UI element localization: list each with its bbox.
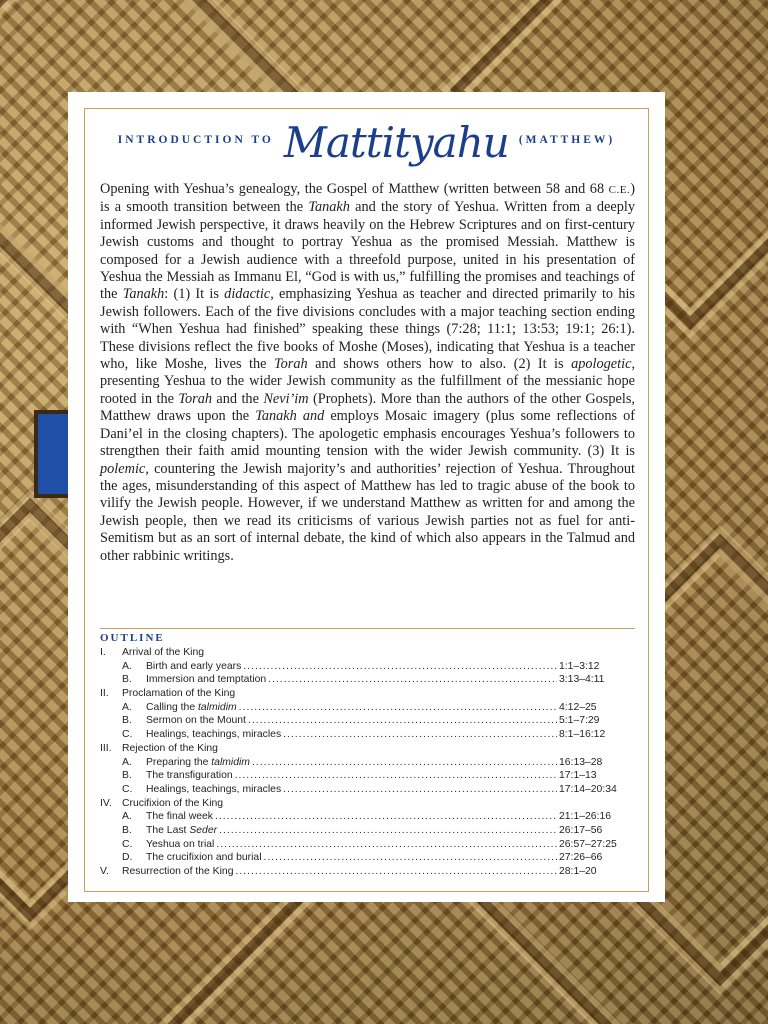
item-label bbox=[146, 851, 262, 865]
item-reference: 16:13–28 bbox=[559, 756, 603, 768]
item-label-text: Sermon on the Mount bbox=[146, 715, 246, 727]
item-label-text: The Last bbox=[146, 824, 190, 836]
outline-item bbox=[100, 701, 631, 715]
item-label-text: Healings, teachings, miracles bbox=[146, 729, 282, 741]
item-label-text: Immersion and temptation bbox=[146, 674, 267, 686]
item-label bbox=[146, 769, 233, 783]
item-letter: C. bbox=[122, 783, 133, 795]
introduction-paragraph bbox=[100, 181, 635, 565]
outline-item bbox=[100, 714, 631, 728]
item-label bbox=[146, 838, 214, 852]
heading-suffix: (MATTHEW) bbox=[518, 134, 616, 146]
item-letter: D. bbox=[122, 852, 133, 864]
paragraph-text: C.E. bbox=[608, 184, 631, 196]
section-label: Arrival of the King bbox=[122, 647, 205, 658]
item-label-text: Preparing the bbox=[146, 756, 212, 768]
paragraph-text: and the bbox=[212, 390, 264, 407]
item-label bbox=[146, 701, 237, 715]
section-number: II. bbox=[100, 688, 109, 700]
item-letter: A. bbox=[122, 811, 132, 823]
leader-dots bbox=[264, 851, 557, 865]
outline-item bbox=[100, 851, 631, 865]
item-label bbox=[146, 714, 246, 728]
section-number: IV. bbox=[100, 797, 112, 809]
item-label bbox=[146, 810, 213, 824]
outline-item bbox=[100, 783, 631, 797]
italic-term: Tanakh and bbox=[255, 408, 325, 425]
item-label-italic: Seder bbox=[189, 824, 218, 836]
paragraph-text: , emphasizing Yeshua as teacher and directed primarily to his Jewish followers. Each of the five divisions concludes with a major teaching section ending with “When Yeshua had finished” speaking these things (7:28; 11:1; 13:53; 19:1; 26:1). These divisions reflect the five books of Moshe (Moses), indicating that Yeshua is a teacher who, like Moshe, lives the bbox=[100, 286, 635, 373]
item-label-text: Yeshua on trial bbox=[146, 838, 215, 850]
item-reference: 17:14–20:34 bbox=[559, 783, 617, 795]
leader-dots bbox=[248, 714, 557, 728]
outline-section bbox=[100, 646, 631, 660]
outline-section bbox=[100, 797, 631, 811]
item-letter: B. bbox=[122, 715, 132, 727]
item-reference: 4:12–25 bbox=[559, 701, 597, 713]
item-label bbox=[146, 728, 281, 742]
paragraph-text: and shows others how to also. (2) It is bbox=[307, 356, 572, 373]
item-label-text: Calling the bbox=[146, 701, 198, 713]
outline-item bbox=[100, 824, 631, 838]
item-letter: A. bbox=[122, 756, 132, 768]
section-label: Crucifixion of the King bbox=[122, 797, 224, 809]
italic-term: Nevi’im bbox=[263, 390, 309, 407]
item-reference: 1:1–3:12 bbox=[559, 660, 600, 672]
paragraph-text: ) is a smooth transition between the bbox=[100, 181, 635, 216]
leader-dots bbox=[243, 660, 557, 674]
item-label-text: Birth and early years bbox=[146, 660, 242, 672]
italic-term: Tanakh bbox=[308, 199, 350, 216]
section-reference: 28:1–20 bbox=[559, 866, 597, 877]
italic-term: Torah bbox=[274, 356, 308, 373]
item-reference: 8:1–16:12 bbox=[559, 729, 606, 741]
leader-dots bbox=[235, 865, 557, 879]
italic-term: apologetic bbox=[571, 356, 632, 373]
item-reference: 5:1–7:29 bbox=[559, 715, 600, 727]
item-letter: B. bbox=[122, 770, 132, 782]
section-label: Proclamation of the King bbox=[122, 688, 236, 700]
item-label bbox=[146, 660, 241, 674]
outline-item bbox=[100, 769, 631, 783]
section-number: I. bbox=[100, 647, 106, 658]
item-label bbox=[146, 756, 250, 770]
leader-dots bbox=[215, 810, 557, 824]
item-label-text: The crucifixion and burial bbox=[146, 852, 262, 864]
item-reference: 17:1–13 bbox=[559, 770, 597, 782]
outline-item bbox=[100, 673, 631, 687]
item-label bbox=[146, 783, 281, 797]
paragraph-text: Opening with Yeshua’s genealogy, the Gospel of Matthew (written between 58 and 68 bbox=[100, 181, 609, 197]
outline-item bbox=[100, 728, 631, 742]
item-reference: 26:17–56 bbox=[559, 824, 603, 836]
italic-term: Torah bbox=[178, 390, 212, 407]
item-label-text: The final week bbox=[146, 811, 213, 823]
leader-dots bbox=[283, 728, 557, 742]
item-letter: C. bbox=[122, 838, 133, 850]
paragraph-text: , presenting Yeshua to the wider Jewish community as the fulfillment of the messianic hope rooted in the bbox=[100, 356, 636, 407]
item-label-text: Healings, teachings, miracles bbox=[146, 783, 282, 795]
leader-dots bbox=[219, 824, 557, 838]
item-reference: 26:57–27:25 bbox=[559, 838, 617, 850]
section-label: Resurrection of the King bbox=[122, 866, 234, 877]
item-letter: B. bbox=[122, 824, 132, 836]
item-letter: A. bbox=[122, 701, 132, 713]
leader-dots bbox=[239, 701, 557, 715]
item-reference: 3:13–4:11 bbox=[559, 674, 605, 686]
page-heading bbox=[68, 110, 665, 170]
item-letter: B. bbox=[122, 674, 132, 686]
paragraph-text: (Prophets). More than the authors of the other Gospels, Matthew draws upon the bbox=[100, 390, 635, 425]
item-label bbox=[146, 824, 217, 838]
item-letter: C. bbox=[122, 729, 133, 741]
leader-dots bbox=[216, 838, 557, 852]
paragraph-text: employs Mosaic imagery (plus some reflections of Dani’el in the closing chapters). The apologetic emphasis encourages Yeshua’s followers to strengthen their faith amid mounting tension with the wider Jewish community. (3) It is bbox=[100, 408, 635, 460]
page-panel bbox=[68, 92, 665, 902]
leader-dots bbox=[235, 769, 557, 783]
outline-item bbox=[100, 810, 631, 824]
section-label: Rejection of the King bbox=[122, 742, 218, 754]
leader-dots bbox=[268, 673, 557, 687]
item-label bbox=[146, 673, 266, 687]
outline-list bbox=[100, 646, 631, 879]
item-letter: A. bbox=[122, 660, 132, 672]
outline-section bbox=[100, 687, 631, 701]
paragraph-text: , countering the Jewish majority’s and authorities’ rejection of Yeshua. Throughout the ages, misunderstanding of this aspect of Matthew has led to tragic abuse of the book to vilify the Jewish people. However, if we understand Matthew as written for and among the Jewish people, then we read its criticisms of various Jewish parties not as fuel for anti-Semitism but as an sort of internal debate, the kind of which also appears in the Talmud and other rabbinic writings. bbox=[100, 460, 635, 564]
outline-section bbox=[100, 742, 631, 756]
paragraph-text: : (1) It is bbox=[164, 286, 225, 303]
section-number: V. bbox=[100, 866, 109, 877]
outline-section bbox=[100, 865, 631, 879]
section-number: III. bbox=[100, 742, 112, 754]
item-label-text: The transfiguration bbox=[146, 770, 233, 782]
outline-item bbox=[100, 660, 631, 674]
outline-item bbox=[100, 756, 631, 770]
item-reference: 27:26–66 bbox=[559, 852, 603, 864]
item-reference: 21:1–26:16 bbox=[559, 811, 612, 823]
italic-term: didactic bbox=[224, 286, 271, 303]
item-label-italic: talmidim bbox=[197, 701, 237, 713]
paragraph-text: and the story of Yeshua. Written from a deeply informed Jewish perspective, it draws heavily on the Hebrew Scriptures and on first-century Jewish customs and thought to portray Yeshua as the promised Messiah. Matthew is composed for a Jewish audience with a threefold purpose, united in his presentation of Yeshua the Messiah as Immanu El, “God is with us,” fulfilling the promises and teachings of the bbox=[100, 199, 635, 303]
book-title: Mattityahu bbox=[283, 117, 509, 167]
leader-dots bbox=[283, 783, 557, 797]
item-label-italic: talmidim bbox=[211, 756, 250, 768]
italic-term: polemic bbox=[100, 460, 146, 477]
leader-dots bbox=[252, 756, 557, 770]
italic-term: Tanakh bbox=[122, 286, 165, 303]
divider bbox=[100, 628, 635, 629]
outline-title: OUTLINE bbox=[100, 632, 165, 644]
outline-item bbox=[100, 838, 631, 852]
heading-prefix: INTRODUCTION TO bbox=[117, 134, 274, 146]
